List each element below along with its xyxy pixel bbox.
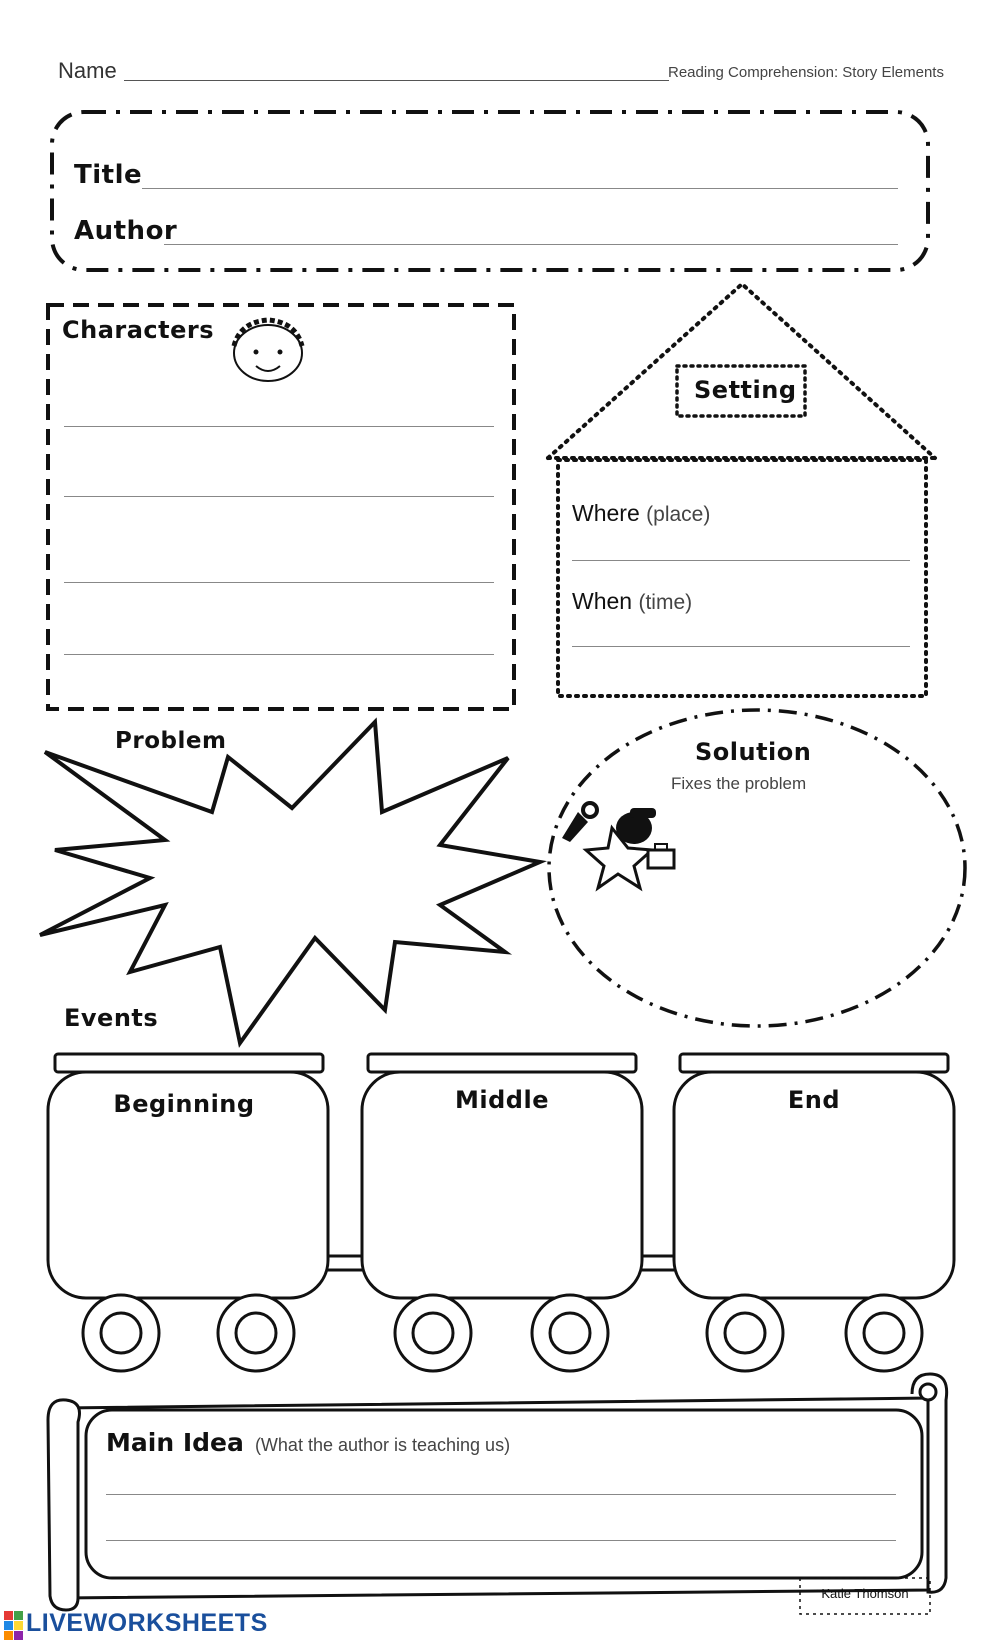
when-line[interactable]	[572, 646, 910, 647]
characters-line-4[interactable]	[64, 654, 494, 655]
event-middle-label: Middle	[455, 1086, 549, 1114]
author-label: Author	[74, 216, 178, 246]
setting-label: Setting	[694, 376, 797, 404]
solution-subtitle: Fixes the problem	[671, 774, 807, 793]
characters-line-2[interactable]	[64, 496, 494, 497]
where-label-text: Where	[572, 500, 640, 526]
main-idea-line-1[interactable]	[106, 1494, 896, 1495]
where-line[interactable]	[572, 560, 910, 561]
where-hint: (place)	[646, 503, 711, 526]
name-line[interactable]	[124, 80, 669, 81]
characters-line-3[interactable]	[64, 582, 494, 583]
where-label	[572, 500, 710, 527]
event-beginning-area[interactable]	[64, 1130, 312, 1280]
subject-label: Reading Comprehension: Story Elements	[668, 64, 944, 81]
when-label-text: When	[572, 588, 633, 614]
main-idea-label: Main Idea	[106, 1428, 244, 1457]
when-label	[572, 588, 692, 615]
credit-text: Katie Thomson	[821, 1586, 909, 1601]
event-end-area[interactable]	[690, 1130, 938, 1280]
when-hint: (time)	[638, 591, 693, 614]
problem-answer-area[interactable]	[180, 820, 400, 930]
setting-house-body	[558, 460, 926, 696]
problem-label: Problem	[115, 728, 227, 754]
liveworksheets-brand[interactable]: LIVEWORKSHEETS	[26, 1609, 268, 1637]
event-beginning-label: Beginning	[113, 1090, 255, 1118]
setting-roof	[548, 284, 935, 458]
characters-line-1[interactable]	[64, 426, 494, 427]
solution-label: Solution	[695, 738, 812, 766]
author-line[interactable]	[164, 244, 898, 245]
title-box-border	[52, 112, 928, 270]
main-idea-line-2[interactable]	[106, 1540, 896, 1541]
main-idea-heading	[106, 1428, 510, 1457]
characters-label: Characters	[62, 316, 215, 344]
events-label: Events	[64, 1004, 159, 1032]
smiling-face-icon	[234, 320, 302, 381]
main-idea-scroll	[48, 1374, 947, 1610]
event-end-label: End	[787, 1086, 841, 1114]
title-label: Title	[74, 160, 143, 190]
event-middle-area[interactable]	[378, 1130, 626, 1280]
title-line[interactable]	[142, 188, 898, 189]
name-label: Name	[58, 58, 117, 83]
solution-answer-area[interactable]	[680, 810, 900, 950]
repair-star-icon	[562, 803, 674, 888]
liveworksheets-logo-icon	[4, 1611, 23, 1640]
main-idea-hint: (What the author is teaching us)	[254, 1435, 511, 1455]
